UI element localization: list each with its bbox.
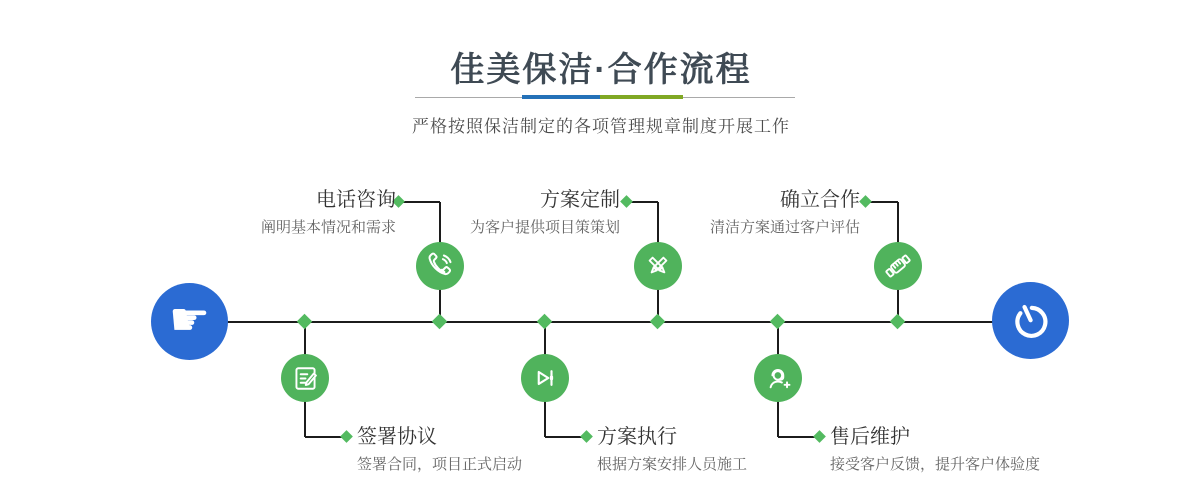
page-title: 佳美保洁·合作流程 xyxy=(450,51,752,89)
step-title: 电话咨询 xyxy=(316,189,396,211)
step-label-sign-agreement xyxy=(357,424,522,476)
step-title: 方案执行 xyxy=(597,426,677,448)
pointing-hand-icon: ☛ xyxy=(168,291,211,346)
step-circle-phone xyxy=(416,242,464,290)
execute-icon xyxy=(530,363,560,393)
step-title: 售后维护 xyxy=(830,426,910,448)
label-bullet-diamond xyxy=(620,195,633,208)
junction-diamond xyxy=(537,314,553,330)
sign-document-icon xyxy=(291,364,320,393)
junction-diamond xyxy=(297,314,313,330)
step-desc: 接受客户反馈，提升客户体验度 xyxy=(830,456,1041,473)
step-circle-sign xyxy=(281,354,329,402)
step-label-plan-custom xyxy=(470,187,620,239)
label-bullet-diamond xyxy=(859,195,872,208)
step-circle-design xyxy=(634,242,682,290)
title-divider-green-segment xyxy=(600,95,683,99)
step-label-plan-execute xyxy=(597,424,747,476)
step-title: 方案定制 xyxy=(540,189,620,211)
junction-diamond xyxy=(890,314,906,330)
label-bullet-diamond xyxy=(340,430,353,443)
step-circle-handshake xyxy=(874,242,922,290)
step-desc: 根据方案安排人员施工 xyxy=(597,456,748,473)
label-bullet-diamond xyxy=(580,430,593,443)
step-circle-support xyxy=(754,354,802,402)
design-icon xyxy=(643,251,673,281)
step-label-aftersales xyxy=(830,424,1040,476)
step-desc: 为客户提供项目策策划 xyxy=(469,219,620,236)
step-circle-execute xyxy=(521,354,569,402)
junction-diamond xyxy=(650,314,666,330)
connector-top-1-horizontal xyxy=(403,201,440,203)
phone-icon xyxy=(425,251,455,281)
step-title: 签署协议 xyxy=(357,426,437,448)
step-label-establish-coop xyxy=(710,187,860,239)
handshake-icon xyxy=(882,250,914,282)
junction-diamond xyxy=(432,314,448,330)
step-label-phone-consult xyxy=(261,187,396,239)
power-icon xyxy=(1010,300,1052,342)
timeline-start-node xyxy=(151,283,228,360)
step-desc: 清洁方案通过客户评估 xyxy=(709,219,860,236)
step-title: 确立合作 xyxy=(780,189,860,211)
junction-diamond xyxy=(770,314,786,330)
page-subtitle: 严格按照保洁制定的各项管理规章制度开展工作 xyxy=(412,117,790,136)
title-divider-blue-segment xyxy=(522,95,600,99)
step-desc: 签署合同，项目正式启动 xyxy=(357,456,523,473)
label-bullet-diamond xyxy=(813,430,826,443)
timeline-end-node xyxy=(992,282,1069,359)
step-desc: 阐明基本情况和需求 xyxy=(260,219,396,236)
support-icon xyxy=(763,363,794,394)
